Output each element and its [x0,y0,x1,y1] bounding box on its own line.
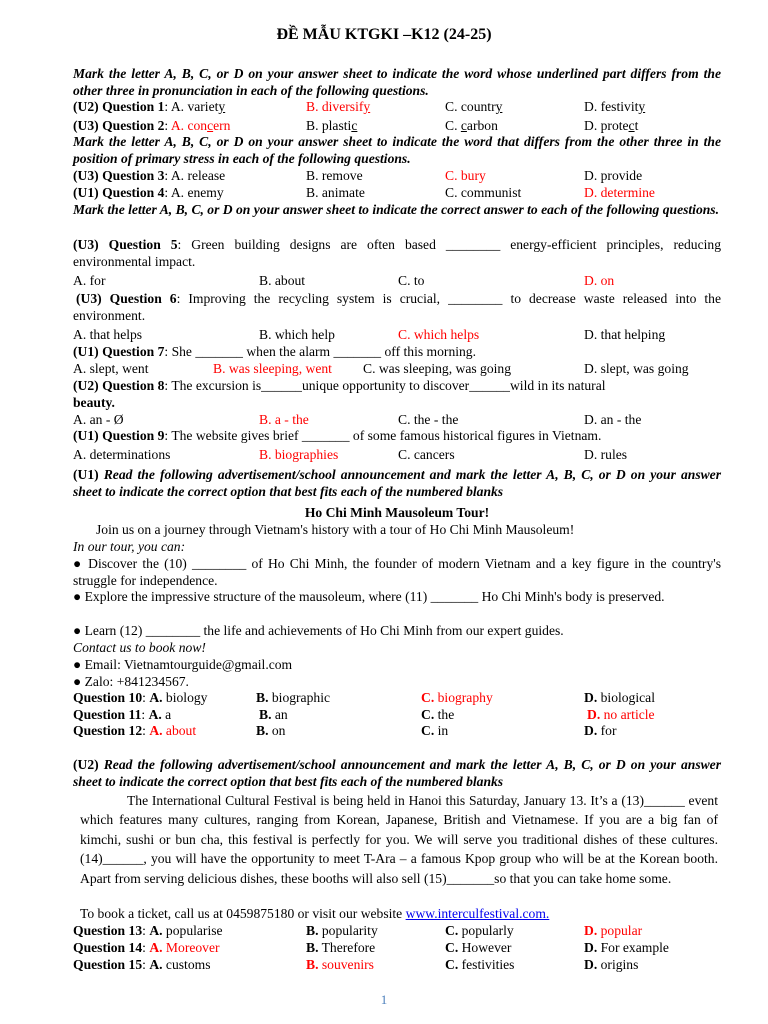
q15-c-letter: C. [445,957,459,972]
q10-c-letter: C. [421,690,435,705]
q13-option-d: popular [597,923,643,938]
q13-option-c: popularly [458,923,514,938]
q10-d-letter: D. [584,690,598,705]
q15-option-d: origins [597,957,639,972]
website-link[interactable]: www.interculfestival.com. [405,906,550,921]
q11-b-letter: B. [259,707,272,722]
section4-tag: (U1) [73,467,99,482]
q2-option-b-underlined: c [351,118,358,133]
q10-option-a: biology [162,690,208,705]
q1-option-b: B. diversif [306,99,364,114]
q9-option-b: B. biographies [259,447,339,462]
question-2: (U3) Question 2: A. concern B. plastic C. carbon D. protect [73,118,639,133]
q1-option-c-underlined: y [495,99,503,114]
section3-instruction: Mark the letter A, B, C, or D on your answer sheet to indicate the correct answer to each of the following questions. [73,202,719,217]
section2-instruction: Mark the letter A, B, C, or D on your answer sheet to indicate the word that differs from the other three in the position of primary stress in each of the following questions. [73,134,721,166]
q6-text: : Improving the recycling system is crucial, ________ to decrease waste released into the environment. [73,291,721,323]
ad-bullet-2: ● Explore the impressive structure of the mausoleum, where (11) _______ Ho Chi Minh's body is preserved. [73,589,665,604]
question-8-stem [73,378,721,395]
q3-option-a: A. release [170,168,226,183]
q2-option-a-underlined: c [207,118,214,133]
q5-text: : Green building designs are often based ________ energy-efficient principles, reducing environmental impact. [73,237,722,269]
section5-tag: (U2) [73,757,99,772]
section4-instruction-text: Read the following advertisement/school announcement and mark the letter A, B, C, or D on your answer sheet to indicate the correct option that best fits each of the numbered blanks [73,467,721,499]
q14-d-letter: D. [584,940,598,955]
q11-a-letter: A. [148,707,162,722]
q6-option-b: B. which help [259,327,335,342]
q14-label: Question 14 [73,940,143,955]
ad-zalo: ● Zalo: +841234567. [73,674,189,689]
q10-option-c: biography [434,690,493,705]
q10-label: Question 10 [73,690,143,705]
question-9-options [73,447,721,464]
question-10: Question 10: A. biology B. biographic C. biography D. biological [73,690,655,705]
q8-label: (U2) Question 8 [73,378,165,393]
q13-b-letter: B. [306,923,319,938]
q2-option-c: C. [445,118,461,133]
q7-option-c: C. was sleeping, was going [363,361,512,376]
q8-option-d: D. an - the [584,412,642,427]
q7-option-b: B. was sleeping, went [213,361,332,376]
q15-b-letter: B. [306,957,319,972]
q15-a-letter: A. [149,957,163,972]
q7-label: (U1) Question 7 [73,344,165,359]
question-1-options: (U2) Question 1: A. variety B. diversify C. country D. festivity [73,99,646,114]
q1-option-d: D. festivit [584,99,639,114]
q12-a-letter: A. [149,723,163,738]
section4-instruction [73,467,721,501]
section5-instruction-text: Read the following advertisement/school announcement and mark the letter A, B, C, or D on your answer sheet to indicate the correct option that best fits each of the numbered blanks [73,757,721,789]
question-14: Question 14: A. Moreover B. Therefore C. However D. For example [73,940,669,955]
q5-option-a: A. for [73,273,106,288]
question-7-stem [73,344,721,361]
q11-option-d: no article [600,707,655,722]
q3-label: (U3) Question 3 [73,168,165,183]
q12-b-letter: B. [256,723,269,738]
q8-text-continued: beauty. [73,395,115,410]
q3-option-b: B. remove [306,168,363,183]
q8-option-b: B. a - the [259,412,309,427]
q2-option-c-rest: arbon [466,118,498,133]
section1-instruction: Mark the letter A, B, C, or D on your answer sheet to indicate the word whose underlined part differs from the other three in pronunciation in each of the following questions. [73,66,721,98]
q11-option-b: an [271,707,288,722]
q1-label: (U2) Question 1 [73,99,165,114]
question-15: Question 15: A. customs B. souvenirs C. festivities D. origins [73,957,639,972]
q7-text: : She _______ when the alarm _______ off this morning. [164,344,477,359]
q13-a-letter: A. [149,923,163,938]
q6-label: (U3) Question 6 [76,291,177,306]
q12-option-d: for [597,723,617,738]
q13-option-b: popularity [318,923,378,938]
ad-contact: Contact us to book now! [73,640,206,655]
q11-d-letter: D. [587,707,601,722]
q2-option-a-rest: ern [213,118,231,133]
q4-option-d: D. determine [584,185,655,200]
q14-a-letter: A. [149,940,163,955]
q5-label: (U3) Question 5 [73,237,178,252]
section5-instruction [73,757,721,791]
q9-text: : The website gives brief _______ of some famous historical figures in Vietnam. [164,428,602,443]
q15-d-letter: D. [584,957,598,972]
q2-option-c-underlined: c [460,118,467,133]
q8-text: : The excursion is______unique opportunity to discover______wild in its natural [164,378,606,393]
question-5-stem [73,237,721,271]
q11-option-c: the [434,707,455,722]
q14-option-c: However [458,940,512,955]
q9-option-c: C. cancers [398,447,455,462]
q10-b-letter: B. [256,690,269,705]
q3-option-d: D. provide [584,168,643,183]
question-8-options [73,412,721,429]
question-7-options [73,361,721,378]
page-number: 1 [380,992,388,1007]
q14-option-a: Moreover [162,940,220,955]
q8-option-c: C. the - the [398,412,459,427]
q13-c-letter: C. [445,923,459,938]
ad-email: ● Email: Vietnamtourguide@gmail.com [73,657,293,672]
q2-option-d-rest: t [634,118,639,133]
q15-option-b: souvenirs [318,957,374,972]
q9-option-d: D. rules [584,447,628,462]
q10-option-d: biological [597,690,655,705]
q3-option-c: C. bury [445,168,486,183]
q7-option-d: D. slept, was going [584,361,689,376]
q10-option-b: biographic [268,690,330,705]
ad-bullet-3: ● Learn (12) ________ the life and achievements of Ho Chi Minh from our expert guides. [73,623,564,638]
q9-option-a: A. determinations [73,447,171,462]
q4-option-c: C. communist [445,185,522,200]
q13-d-letter: D. [584,923,598,938]
q14-option-b: Therefore [318,940,376,955]
q13-label: Question 13 [73,923,143,938]
q1-option-b-underlined: y [363,99,371,114]
q5-option-b: B. about [259,273,306,288]
booking-line [80,906,718,923]
q12-option-a: about [162,723,197,738]
q5-option-d: D. on [584,273,615,288]
question-9-stem [73,428,721,445]
q2-option-b: B. plasti [306,118,352,133]
q11-label: Question 11 [73,707,142,722]
ad-heading: Ho Chi Minh Mausoleum Tour! [304,505,490,520]
q7-option-a: A. slept, went [73,361,149,376]
q14-option-d: For example [597,940,669,955]
q1-option-a: A. variet [170,99,219,114]
q12-label: Question 12 [73,723,143,738]
q11-c-letter: C. [421,707,435,722]
question-6-options [73,327,721,344]
q12-d-letter: D. [584,723,598,738]
q14-c-letter: C. [445,940,459,955]
q8-option-a: A. an - Ø [73,412,124,427]
question-12: Question 12: A. about B. on C. in D. for [73,723,617,738]
q12-c-letter: C. [421,723,435,738]
q15-option-c: festivities [458,957,515,972]
q1-option-c: C. countr [445,99,496,114]
ad-intro: Join us on a journey through Vietnam's history with a tour of Ho Chi Minh Mausoleum! [96,522,575,537]
q6-option-d: D. that helping [584,327,666,342]
q1-option-a-underlined: y [218,99,226,114]
question-5-options [73,273,721,290]
q4-option-a: A. enemy [170,185,224,200]
q12-option-b: on [268,723,286,738]
q4-option-b: B. animate [306,185,365,200]
festival-paragraph: The International Cultural Festival is being held in Hanoi this Saturday, January 13. It’s a (13)______ event which features many cultures, ranging from Korean, Japanese, British and Vietnamese. If you are a big fan of kimchi, sushi or bun cha, this festival is perfectly for you. We will serve you traditional dishes of these cultures. (14)______, you will have the opportunity to meet T-Ara – a famous Kpop group who will be at the Korean booth. Apart from serving delicious dishes, these booths will also sell (15)_______so that you can take home some. [80,793,718,886]
q13-option-a: popularise [162,923,223,938]
booking-text: To book a ticket, call us at 0459875180 or visit our website [80,906,406,921]
q2-label: (U3) Question 2 [73,118,165,133]
q9-label: (U1) Question 9 [73,428,165,443]
q1-option-d-underlined: y [638,99,646,114]
q15-option-a: customs [162,957,211,972]
q5-option-c: C. to [398,273,425,288]
q6-option-a: A. that helps [73,327,143,342]
q6-option-c: C. which helps [398,327,480,342]
ad-bullet-1: ● Discover the (10) ________ of Ho Chi Minh, the founder of modern Vietnam and a key figure in the country's struggle for independence. [73,556,721,588]
q15-label: Question 15 [73,957,143,972]
q2-option-a: A. con [170,118,208,133]
question-6-stem [73,291,721,325]
q2-option-d: D. prote [584,118,629,133]
q12-option-c: in [434,723,449,738]
page-title: ĐỀ MẪU KTGKI –K12 (24-25) [276,26,492,43]
q11-option-a: a [161,707,172,722]
question-3: (U3) Question 3: A. release B. remove C. bury D. provide [73,168,643,183]
q2-option-d-underlined: c [628,118,635,133]
q10-a-letter: A. [149,690,163,705]
q4-label: (U1) Question 4 [73,185,165,200]
ad-in-tour: In our tour, you can: [73,539,186,554]
q14-b-letter: B. [306,940,319,955]
question-11: Question 11: A. a B. an C. the D. no article [73,707,655,722]
question-13: Question 13: A. popularise B. popularity C. popularly D. popular [73,923,643,938]
question-4: (U1) Question 4: A. enemy B. animate C. communist D. determine [73,185,655,200]
